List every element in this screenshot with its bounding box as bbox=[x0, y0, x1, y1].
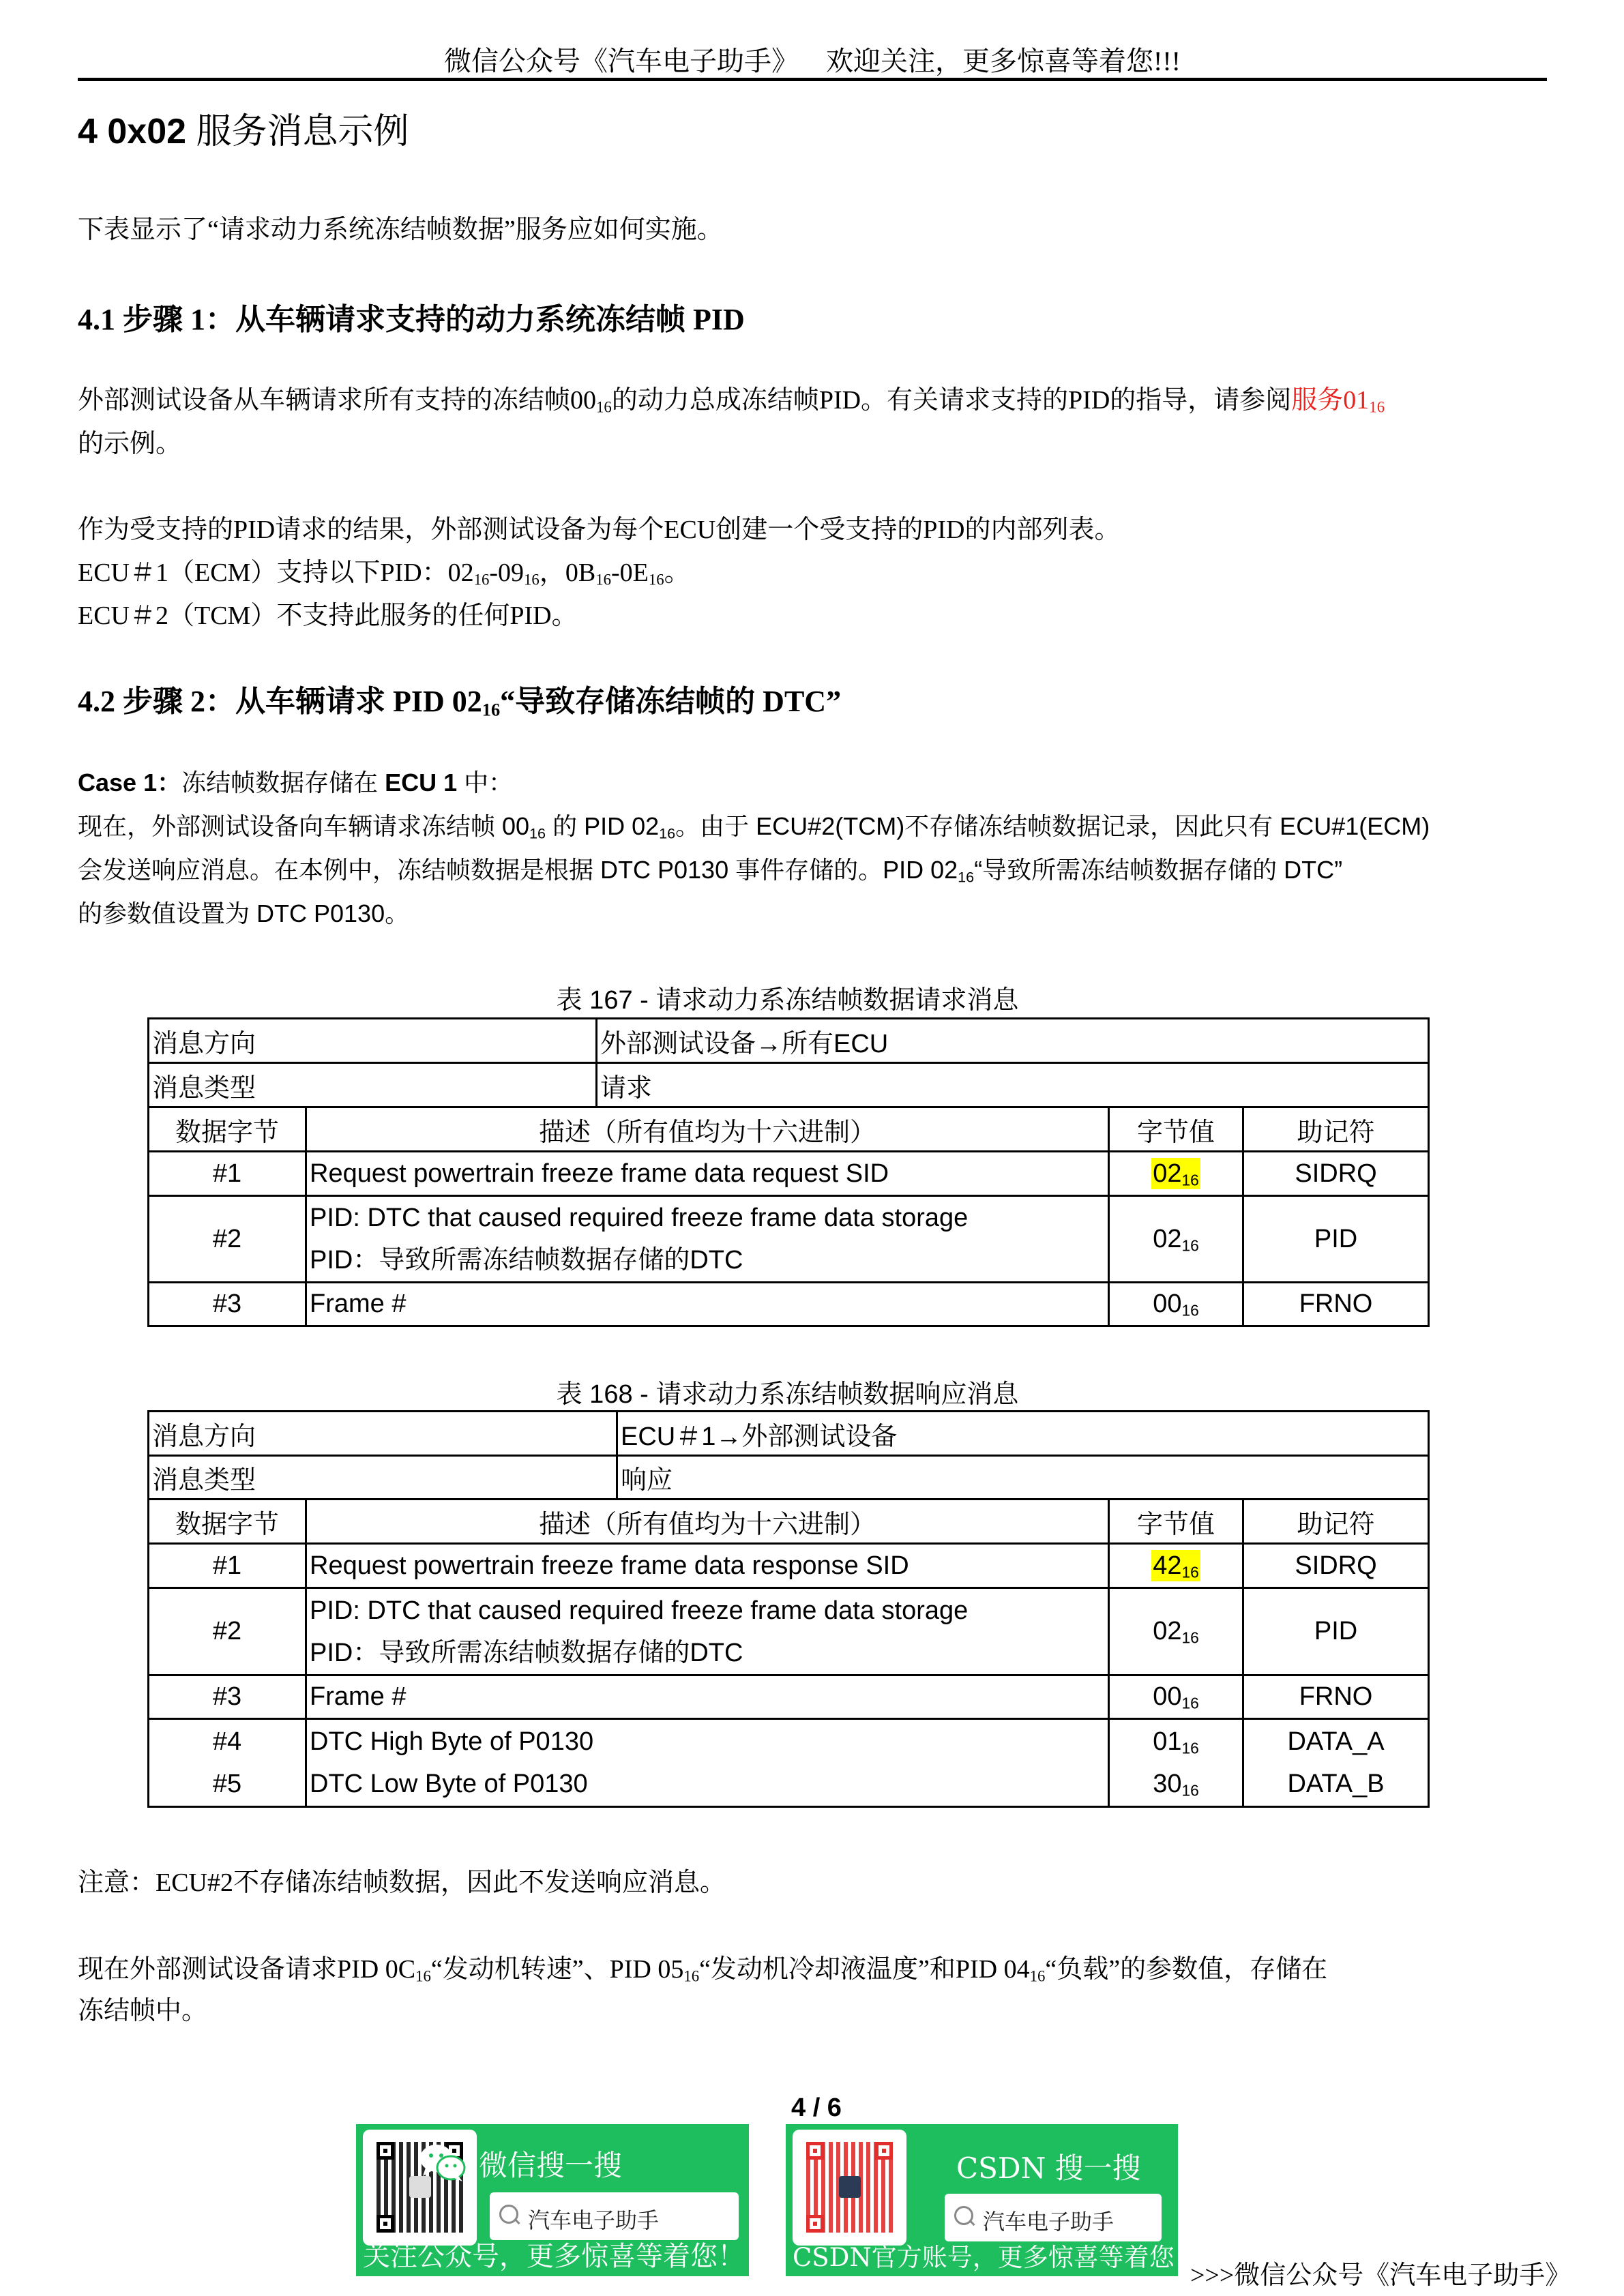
case-label: Case 1： bbox=[78, 769, 182, 796]
subscript: 16 bbox=[524, 571, 540, 588]
table-row-group bbox=[149, 1719, 1429, 1807]
table-row bbox=[149, 1544, 1429, 1588]
value-cell: $01_{16}$ $30_{16}$ bbox=[1109, 1719, 1243, 1807]
service-01-link[interactable]: 服务$01_{16}$ bbox=[1291, 386, 1385, 416]
text: “导致所需冻结帧数据存储的 DTC” bbox=[974, 856, 1343, 884]
col-header-byte: 数据字节 bbox=[149, 1500, 306, 1544]
wechat-banner[interactable] bbox=[356, 2124, 749, 2276]
wechat-search-box[interactable] bbox=[490, 2192, 739, 2240]
intro-paragraph: 下表显示了“请求动力系统冻结帧数据”服务应如何实施。 bbox=[78, 215, 723, 244]
highlighted-value: $42_{16}$ bbox=[1153, 1551, 1199, 1581]
subscript: 16 bbox=[958, 868, 975, 886]
footer-wechat-account: >>>微信公众号《汽车电子助手》 bbox=[1190, 2261, 1571, 2290]
text: 的动力总成冻结帧PID。有关请求支持的PID的指导，请参阅 bbox=[611, 386, 1292, 415]
value-cell: $00_{16}$ bbox=[1109, 1675, 1243, 1719]
highlighted-value: $02_{16}$ bbox=[1153, 1159, 1199, 1189]
col-header-mnemonic: 助记符 bbox=[1243, 1500, 1429, 1544]
table-row bbox=[149, 1152, 1429, 1196]
table-row bbox=[149, 1196, 1429, 1283]
desc-cell: PID: DTC that caused required freeze frame data storage PID：导致所需冻结帧数据存储的DTC bbox=[306, 1196, 1109, 1283]
value-cell bbox=[1109, 1544, 1243, 1588]
subscript: 16 bbox=[529, 824, 546, 842]
text: “负载”的参数值，存储在 bbox=[1045, 1955, 1328, 1984]
paragraph-ecu1-support bbox=[78, 552, 690, 595]
table-167 bbox=[147, 1017, 1430, 1327]
closing-line1 bbox=[78, 1948, 1327, 1991]
engine-logo-icon bbox=[839, 2176, 861, 2198]
text: 的 PID 02 bbox=[546, 812, 660, 840]
text: -0E bbox=[610, 558, 649, 587]
mnemonic-cell: DATA_A DATA_B bbox=[1243, 1719, 1429, 1807]
byte-cell: #1 bbox=[149, 1544, 306, 1588]
search-icon bbox=[499, 2205, 518, 2224]
note-paragraph: 注意：ECU#2不存储冻结帧数据，因此不发送响应消息。 bbox=[78, 1868, 726, 1897]
case-1-line3: 的参数值设置为 DTC P0130。 bbox=[78, 899, 410, 927]
csdn-qr-code bbox=[806, 2142, 893, 2233]
case-1-line2 bbox=[78, 848, 1342, 891]
section-number: 4 0x02 bbox=[78, 112, 187, 151]
mnemonic-cell: FRNO bbox=[1243, 1675, 1429, 1719]
type-label: 消息类型 bbox=[149, 1063, 597, 1107]
col-header-mnemonic: 助记符 bbox=[1243, 1107, 1429, 1152]
section-title bbox=[78, 102, 409, 153]
col-header-value: 字节值 bbox=[1109, 1107, 1243, 1152]
paragraph-ecu2-support: ECU＃2（TCM）不支持此服务的任何PID。 bbox=[78, 601, 578, 630]
csdn-search-title: CSDN 搜一搜 bbox=[956, 2151, 1141, 2185]
type-value: 请求 bbox=[597, 1063, 1429, 1107]
mnemonic-cell: SIDRQ bbox=[1243, 1544, 1429, 1588]
subscript: 16 bbox=[596, 398, 612, 416]
byte-cell: #1 bbox=[149, 1152, 306, 1196]
text: “发动机转速”、PID 05 bbox=[430, 1955, 684, 1984]
mnemonic-cell: PID bbox=[1243, 1196, 1429, 1283]
direction-value: 外部测试设备→所有ECU bbox=[597, 1019, 1429, 1063]
csdn-banner-footer: CSDN官方账号，更多惊喜等着您！ bbox=[793, 2243, 1200, 2272]
col-header-desc: 描述（所有值均为十六进制） bbox=[306, 1107, 1109, 1152]
text: “发动机冷却液温度”和PID 04 bbox=[699, 1955, 1030, 1984]
text: 现在外部测试设备请求PID 0C bbox=[78, 1955, 416, 1984]
desc-cell: Frame # bbox=[306, 1283, 1109, 1326]
paragraph-4-1-line1 bbox=[78, 379, 1385, 422]
table-168-caption: 表 168 - 请求动力系冻结帧数据响应消息 bbox=[556, 1380, 1019, 1409]
type-value: 响应 bbox=[617, 1456, 1429, 1500]
value-cell: $00_{16}$ bbox=[1109, 1283, 1243, 1326]
csdn-search-box[interactable] bbox=[945, 2194, 1162, 2241]
wechat-banner-footer: 关注公众号，更多惊喜等着您！ bbox=[363, 2241, 745, 2272]
mnemonic-cell: FRNO bbox=[1243, 1283, 1429, 1326]
col-header-value: 字节值 bbox=[1109, 1500, 1243, 1544]
text: 现在，外部测试设备向车辆请求冻结帧 00 bbox=[78, 812, 530, 840]
closing-line2: 冻结帧中。 bbox=[78, 1997, 208, 2025]
search-text: 汽车电子助手 bbox=[528, 2207, 660, 2233]
value-cell bbox=[1109, 1152, 1243, 1196]
text: 。 bbox=[664, 558, 690, 587]
table-168 bbox=[147, 1410, 1430, 1808]
paragraph-4-1-line2: 的示例。 bbox=[78, 430, 182, 458]
col-header-desc: 描述（所有值均为十六进制） bbox=[306, 1500, 1109, 1544]
table-row bbox=[149, 1283, 1429, 1326]
page-header-text: 微信公众号《汽车电子助手》 欢迎关注，更多惊喜等着您!!! bbox=[444, 46, 1181, 76]
table-row bbox=[149, 1675, 1429, 1719]
subsection-4-1-heading: 4.1 步骤 1：从车辆请求支持的动力系统冻结帧 PID bbox=[78, 303, 745, 336]
subscript: 16 bbox=[1029, 1967, 1046, 1985]
subscript: 16 bbox=[415, 1967, 431, 1985]
wechat-icon bbox=[419, 2142, 467, 2183]
byte-cell: #4 #5 bbox=[149, 1719, 306, 1807]
subscript: 16 bbox=[473, 571, 490, 588]
value-cell: $02_{16}$ bbox=[1109, 1196, 1243, 1283]
desc-cell: Request powertrain freeze frame data response SID bbox=[306, 1544, 1109, 1588]
text: 。由于 ECU#2(TCM)不存储冻结帧数据记录，因此只有 ECU#1(ECM) bbox=[675, 812, 1430, 840]
page-number: 4 / 6 bbox=[791, 2093, 842, 2122]
text: 4.2 步骤 2：从车辆请求 PID 02 bbox=[78, 685, 482, 718]
byte-cell: #2 bbox=[149, 1196, 306, 1283]
case-1-line1 bbox=[78, 805, 1430, 848]
qr-code-container bbox=[793, 2130, 906, 2246]
header-rule bbox=[78, 78, 1547, 81]
direction-value: ECU＃1→外部测试设备 bbox=[617, 1412, 1429, 1456]
search-icon bbox=[954, 2206, 973, 2225]
wechat-search-title: 微信搜一搜 bbox=[479, 2149, 623, 2182]
desc-cell: Frame # bbox=[306, 1675, 1109, 1719]
text: -09 bbox=[489, 558, 525, 587]
direction-label: 消息方向 bbox=[149, 1019, 597, 1063]
subsection-4-2-heading bbox=[78, 676, 841, 720]
text: ECU＃1（ECM）支持以下PID：02 bbox=[78, 558, 474, 587]
desc-cell: DTC High Byte of P0130 DTC Low Byte of P0130 bbox=[306, 1719, 1109, 1807]
text: ，0B bbox=[539, 558, 596, 587]
table-row bbox=[149, 1588, 1429, 1675]
table-167-caption: 表 167 - 请求动力系冻结帧数据请求消息 bbox=[556, 986, 1019, 1015]
byte-cell: #3 bbox=[149, 1283, 306, 1326]
subscript: 16 bbox=[683, 1967, 700, 1985]
subscript: 16 bbox=[659, 824, 676, 842]
text: 中： bbox=[457, 769, 514, 796]
search-text: 汽车电子助手 bbox=[983, 2209, 1114, 2235]
text: “导致存储冻结帧的 DTC” bbox=[500, 685, 842, 718]
direction-label: 消息方向 bbox=[149, 1412, 617, 1456]
subscript: 16 bbox=[648, 571, 664, 588]
text: 外部测试设备从车辆请求所有支持的冻结帧00 bbox=[78, 386, 597, 415]
value-cell: $02_{16}$ bbox=[1109, 1588, 1243, 1675]
text: 会发送响应消息。在本例中，冻结帧数据是根据 DTC P0130 事件存储的。PID 02 bbox=[78, 856, 958, 884]
section-title-text: 服务消息示例 bbox=[196, 113, 409, 151]
mnemonic-cell: PID bbox=[1243, 1588, 1429, 1675]
desc-cell: Request powertrain freeze frame data request SID bbox=[306, 1152, 1109, 1196]
byte-cell: #2 bbox=[149, 1588, 306, 1675]
text: ECU 1 bbox=[385, 769, 458, 796]
text: 冻结帧数据存储在 bbox=[181, 769, 385, 796]
col-header-byte: 数据字节 bbox=[149, 1107, 306, 1152]
csdn-banner[interactable] bbox=[786, 2124, 1200, 2276]
subscript: 16 bbox=[482, 699, 501, 720]
type-label: 消息类型 bbox=[149, 1456, 617, 1500]
desc-cell: PID: DTC that caused required freeze frame data storage PID：导致所需冻结帧数据存储的DTC bbox=[306, 1588, 1109, 1675]
case-1-label bbox=[78, 761, 513, 804]
subscript: 16 bbox=[595, 571, 611, 588]
mnemonic-cell: SIDRQ bbox=[1243, 1152, 1429, 1196]
paragraph-supported-pid: 作为受支持的PID请求的结果，外部测试设备为每个ECU创建一个受支持的PID的内部列表。 bbox=[78, 516, 1121, 544]
byte-cell: #3 bbox=[149, 1675, 306, 1719]
